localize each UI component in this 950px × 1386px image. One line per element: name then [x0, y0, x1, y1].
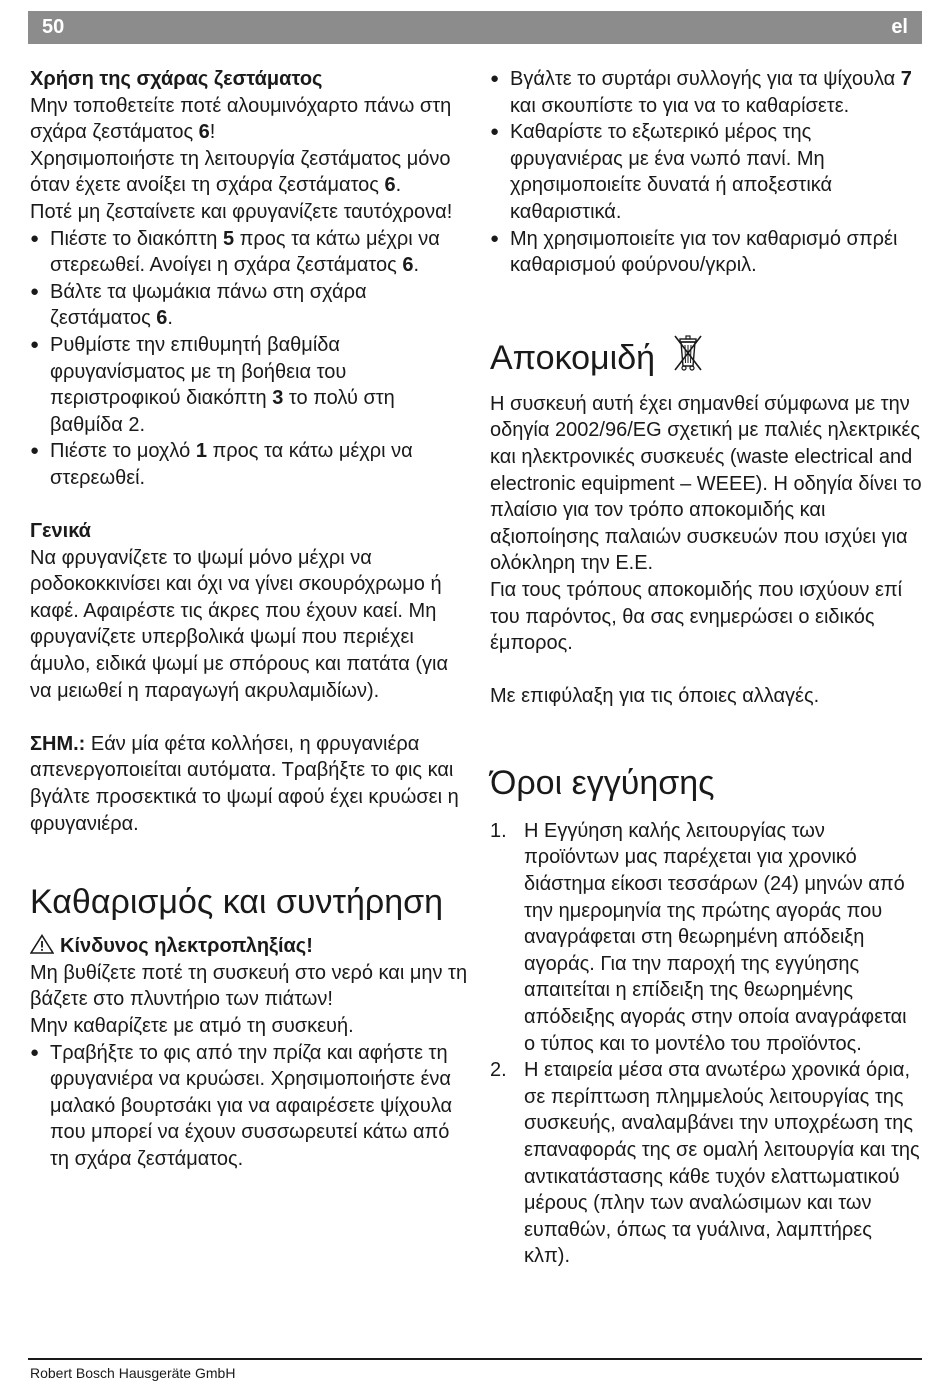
toast-paragraph-2: Χρησιμοποιήστε τη λειτουργία ζεστάματος μόνο όταν έχετε ανοίξει τη σχάρα ζεστάματος 6.	[30, 147, 451, 197]
disposal-paragraph-2: Για τους τρόπους αποκομιδής που ισχύουν επί του παρόντος, θα σας ενημερώσει ο ειδικός έμπορος.	[490, 578, 903, 655]
weee-crossed-bin-icon	[671, 333, 705, 373]
reserve-note: Με επιφύλαξη για τις όποιες αλλαγές.	[490, 685, 820, 708]
footer-company: Robert Bosch Hausgeräte GmbH	[30, 1365, 236, 1381]
cleaning-step-2: ● Βγάλτε το συρτάρι συλλογής για τα ψίχουλα 7 και σκουπίστε το για να το καθαρίσετε.	[490, 66, 922, 119]
danger-paragraph-2: Μην καθαρίζετε με ατμό τη συσκευή.	[30, 1015, 354, 1037]
toast-step-2: ● Βάλτε τα ψωμάκια πάνω στη σχάρα ζεστάματος 6.	[30, 279, 470, 332]
warranty-item-2: 2. Η εταιρεία μέσα στα ανωτέρω χρονικά όρια, σε περίπτωση πλημμελούς λειτουργίας της συσκευής, αναλαμβάνει την υποχρέωση της επαναφοράς της σε ομαλή λειτουργία και της αντικατάστασης κάθε τυχόν ελαττωματικού μέρους (πλην των αναλώσιμων και των ευπαθών, όπως τα γυάλινα, λαμπτήρες κλπ).	[490, 1059, 920, 1268]
cleaning-step-1: ● Τραβήξτε το φις από την πρίζα και αφήστε τη φρυγανιέρα να κρυώσει. Χρησιμοποιήστε ένα μαλακό βουρτσάκι για να αφαιρέσετε ψίχουλα που μπορεί να έχουν συσσωρευτεί κάτω από τη σχάρα ζεστάματος.	[30, 1040, 470, 1173]
note-paragraph: ΣΗΜ.: Εάν μία φέτα κολλήσει, η φρυγανιέρα απενεργοποιείται αυτόματα. Τραβήξτε το φις και βγάλτε προσεκτικά το ψωμί αφού έχει κρυώσει η φρυγανιέρα.	[30, 732, 459, 835]
cleaning-step-3: ● Καθαρίστε το εξωτερικό μέρος της φρυγανιέρας με ένα νωπό πανί. Μη χρησιμοποιείτε δυνατά ή αποξεστικά καθαριστικά.	[490, 119, 922, 225]
general-paragraph: Να φρυγανίζετε το ψωμί μόνο μέχρι να ροδοκοκκινίσει και όχι να γίνει σκουρόχρωμο ή καφέ. Αφαιρέστε τις άκρες που έχουν καεί. Μη φρυγανίζετε υπερβολικά ψωμί που περιέχει άμυλο, ειδικά ψωμί με σπόρους και πατάτα (για να μειωθεί η παραγωγή ακρυλαμιδίων).	[30, 546, 449, 702]
cleaning-heading: Καθαρισμός και συντήρηση	[30, 883, 443, 922]
disposal-paragraph-1: Η συσκευή αυτή έχει σημανθεί σύμφωνα με την οδηγία 2002/96/EG σχετική με παλιές ηλεκτρικές και ηλεκτρονικές συσκευές (waste electrical and electronic equipment – WEEE). Η οδηγία δίνει το πλαίσιο για τον τρόπο αποκομιδής και αξιοποίησης παλαιών συσκευών που ισχύει για ολόκληρη την Ε.Ε.	[490, 392, 922, 575]
note-label: ΣΗΜ.:	[30, 732, 86, 755]
disposal-heading: Αποκομιδή	[490, 333, 922, 377]
warranty-heading: Όροι εγγύησης	[490, 763, 715, 802]
page-number: 50	[42, 16, 65, 38]
language-code: el	[891, 16, 908, 38]
warranty-item-1: 1. Η Εγγύηση καλής λειτουργίας των προϊόντων μας παρέχεται για χρονικό διάστημα είκοσι τεσσάρων (24) μηνών από την ημερομηνία της πρώτης αγοράς που αναγράφεται στη θεωρημένη απόδειξη αγοράς. Για την παροχή της εγγύησης απαιτείται η επίδειξη της θεωρημένης απόδειξης αγοράς στην οποία αναγράφεται ο τύπος και το μοντέλο του προϊόντος.	[490, 819, 907, 1055]
cleaning-step-4: ● Μη χρησιμοποιείτε για τον καθαρισμό σπρέι καθαρισμού φούρνου/γκριλ.	[490, 226, 922, 279]
toast-step-4: ● Πιέστε το μοχλό 1 προς τα κάτω μέχρι να στερεωθεί.	[30, 438, 470, 491]
toast-paragraph-1: Μην τοποθετείτε ποτέ αλουμινόχαρτο πάνω στη σχάρα ζεστάματος 6!	[30, 94, 452, 144]
footer-rule	[28, 1358, 922, 1360]
toast-step-1: ● Πιέστε το διακόπτη 5 προς τα κάτω μέχρι να στερεωθεί. Ανοίγει η σχάρα ζεστάματος 6.	[30, 226, 470, 279]
left-column	[30, 66, 470, 1173]
danger-paragraph-1: Μη βυθίζετε ποτέ τη συσκευή στο νερό και μην τη βάζετε στο πλυντήριο των πιάτων!	[30, 961, 468, 1011]
toast-paragraph-3: Ποτέ μη ζεσταίνετε και φρυγανίζετε ταυτόχρονα!	[30, 200, 453, 223]
danger-title: Κίνδυνος ηλεκτροπληξίας!	[30, 933, 470, 960]
toast-section-title: Χρήση της σχάρας ζεστάματος	[30, 68, 323, 90]
warning-triangle-icon	[30, 934, 54, 954]
toast-step-3: ● Ρυθμίστε την επιθυμητή βαθμίδα φρυγανίσματος με τη βοήθεια του περιστροφικού διακόπτη 3 το πολύ στη βαθμίδα 2.	[30, 332, 470, 438]
page-header-bar	[28, 11, 922, 44]
right-column	[490, 66, 922, 1270]
general-section-title: Γενικά	[30, 520, 91, 543]
